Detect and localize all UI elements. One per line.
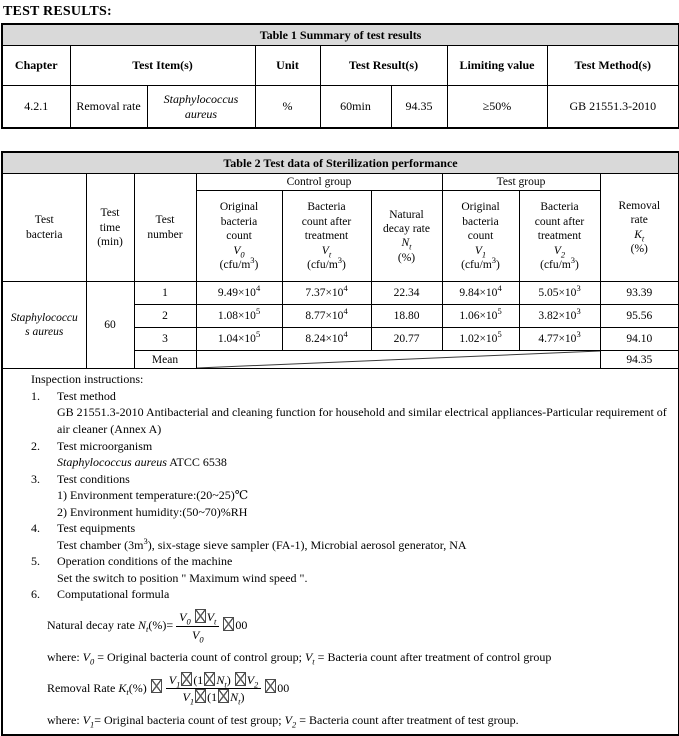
table2-cell-nt: 22.34 [371, 282, 442, 305]
diagonal-slash [197, 351, 600, 368]
missing-glyph-box [195, 689, 206, 703]
item-title: Test microorganism [57, 438, 153, 453]
item-number-spacer [31, 454, 57, 471]
table2-cell-mean-value: 94.35 [600, 351, 679, 369]
instruction-item-4 [31, 520, 670, 537]
table1-cell-chapter: 4.2.1 [2, 86, 70, 129]
missing-glyph-box [204, 672, 215, 686]
table2-cell-v0: $9.49\times 10^4$ [196, 282, 282, 305]
table2-cell-vt: $8.77\times 10^4$ [282, 305, 371, 328]
table2-header-vt: Bacteria count after treatment $V_t$ $(cfu/m^3)$ [282, 191, 371, 282]
table2-cell-test-number: 2 [134, 305, 196, 328]
table1-header-test-items: Test Item(s) [70, 46, 255, 86]
item-title: Test equipments [57, 521, 136, 536]
table1-cell-organism: Staphylococcus aureus [147, 86, 255, 129]
table2-cell-test-number: 1 [134, 282, 196, 305]
instruction-body-3b [31, 504, 670, 521]
item-body: Test chamber $(3m^3)$, six-stage sieve sampler (FA-1), Microbial aerosol generator, NA [57, 535, 467, 552]
table2-header-v1: Original bacteria count $V_1$ $(cfu/m^3)$ [442, 191, 519, 282]
natural-decay-rate-formula: Natural decay rate $N_t(\%)=$ $\frac{V_0 V_t}{V_0}$ 00 [47, 610, 248, 644]
table2-cell-v2: $5.05\times 10^3$ [519, 282, 600, 305]
table2-header-v2: Bacteria count after treatment $V_2$ $(cfu/m^3)$ [519, 191, 600, 282]
instruction-item-6 [31, 586, 670, 603]
table2-header-removal-rate: Removal rate $K_t$ (%) [600, 174, 679, 282]
table2-cell-v0: $1.04\times 10^5$ [196, 328, 282, 351]
table2-cell-v1: $1.06\times 10^5$ [442, 305, 519, 328]
table2-cell-removal-rate: 94.10 [600, 328, 679, 351]
item-number-spacer [31, 404, 57, 437]
table2-header-control-group: Control group [196, 174, 442, 191]
summary-results-table [1, 23, 679, 129]
instruction-item-1 [31, 388, 670, 405]
instruction-item-5 [31, 553, 670, 570]
item-number-spacer [31, 537, 57, 554]
table1-header-chapter: Chapter [2, 46, 70, 86]
table2-cell-nt: 20.77 [371, 328, 442, 351]
item-body: 2) Environment humidity:(50~70)%RH [57, 504, 248, 519]
item-body: 1) Environment temperature:(20~25)℃ [57, 488, 249, 503]
item-title: Computational formula [57, 587, 170, 602]
item-number-spacer [31, 570, 57, 587]
item-body: Set the switch to position " Maximum wind speed ". [57, 570, 308, 585]
item-title: Test method [57, 388, 116, 403]
missing-glyph-box [151, 679, 162, 693]
item-number: 1. [31, 388, 40, 403]
table2-cell-v2: $3.82\times 10^3$ [519, 305, 600, 328]
table2-header-test-group: Test group [442, 174, 600, 191]
table1-cell-result-time: 60min [320, 86, 391, 129]
item-number-spacer [31, 487, 57, 504]
mean-diagonal-cell [196, 351, 600, 369]
missing-glyph-box [218, 689, 229, 703]
item-body: GB 21551.3-2010 Antibacterial and cleaning function for household and similar electrical appliances-Particular requirement of air cleaner (Annex A) [57, 405, 667, 437]
table2-title: Table 2 Test data of Sterilization performance [2, 152, 679, 174]
item-number: 2. [31, 438, 40, 453]
missing-glyph-box [235, 672, 246, 686]
table2-header-nt: Natural decay rate $N_t$ (%) [371, 191, 442, 282]
item-number: 4. [31, 521, 40, 536]
instruction-item-3 [31, 471, 670, 488]
table2-cell-vt: $8.24\times 10^4$ [282, 328, 371, 351]
page-title: TEST RESULTS: [3, 4, 112, 19]
table2-cell-test-number: 3 [134, 328, 196, 351]
sterilization-data-table [1, 151, 679, 736]
item-title: Operation conditions of the machine [57, 554, 233, 569]
table1-cell-test-method: GB 21551.3-2010 [547, 86, 679, 129]
item-number-spacer [31, 504, 57, 521]
instruction-body-2 [31, 454, 670, 471]
instructions-heading: Inspection instructions: [31, 372, 144, 387]
item-number: 3. [31, 471, 40, 486]
where-clause-control-group: where: $V_0$ = Original bacteria count of control group; $V_t$ = Bacteria count after treatment of control group [47, 650, 552, 667]
instruction-body-3a [31, 487, 670, 504]
table1-title: Table 1 Summary of test results [2, 24, 679, 46]
table2-cell-bacteria: Staphylococcus aureus [2, 282, 86, 369]
item-number: 5. [31, 554, 40, 569]
table2-header-test-number: Test number [134, 174, 196, 282]
table2-cell-mean-label: Mean [134, 351, 196, 369]
table1-header-test-results: Test Result(s) [320, 46, 447, 86]
table2-cell-v1: $1.02\times 10^5$ [442, 328, 519, 351]
table2-header-test-bacteria: Test bacteria [2, 174, 86, 282]
table1-header-limiting-value: Limiting value [447, 46, 547, 86]
table2-cell-time: 60 [86, 282, 134, 369]
table1-cell-unit: % [255, 86, 320, 129]
where-clause-test-group: where: $V_1=$ Original bacteria count of test group; $V_2$ = Bacteria count after treatment of test group. [47, 712, 519, 730]
missing-glyph-box [223, 617, 234, 631]
table2-cell-v2: $4.77\times 10^3$ [519, 328, 600, 351]
item-title: Test conditions [57, 471, 130, 486]
table2-header-v0: Original bacteria count $V_0$ $(cfu/m^3)$ [196, 191, 282, 282]
missing-glyph-box [181, 672, 192, 686]
item-number: 6. [31, 587, 40, 602]
instruction-body-4 [31, 537, 670, 554]
missing-glyph-box [265, 679, 276, 693]
instruction-body-5 [31, 570, 670, 587]
table2-cell-nt: 18.80 [371, 305, 442, 328]
table1-cell-test-item: Removal rate [70, 86, 147, 129]
instruction-body-1 [31, 404, 670, 437]
table1-header-unit: Unit [255, 46, 320, 86]
table1-cell-limiting-value: ≥50% [447, 86, 547, 129]
instruction-item-2 [31, 438, 670, 455]
table2-cell-vt: $7.37\times 10^4$ [282, 282, 371, 305]
inspection-instructions [2, 369, 679, 735]
item-body: Staphylococcus aureus ATCC 6538 [57, 455, 227, 470]
table2-cell-v0: $1.08\times 10^5$ [196, 305, 282, 328]
table2-cell-removal-rate: 95.56 [600, 305, 679, 328]
table1-cell-result-value: 94.35 [391, 86, 447, 129]
table2-cell-removal-rate: 93.39 [600, 282, 679, 305]
table2-header-test-time: Test time (min) [86, 174, 134, 282]
table1-header-test-methods: Test Method(s) [547, 46, 679, 86]
missing-glyph-box [195, 609, 206, 623]
table2-cell-v1: $9.84\times 10^4$ [442, 282, 519, 305]
removal-rate-formula: Removal Rate $K_t(\%)$ $\frac{V_1 (1 N_t) V_2}{V_1 (1 N_t)}$ 00 [47, 672, 290, 707]
